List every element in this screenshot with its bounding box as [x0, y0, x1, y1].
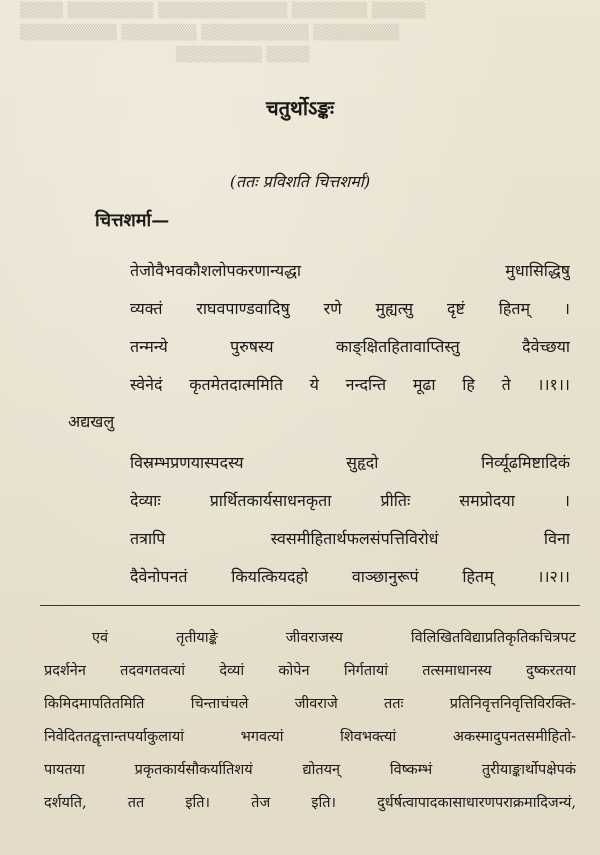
- bleed-through-text: ▒▒▒▒ ▒▒▒▒▒▒▒▒ ▒▒▒▒▒▒▒▒▒▒▒▒ ▒▒▒▒▒▒▒ ▒▒▒▒▒ ▒▒▒▒▒▒▒▒▒ ▒▒▒▒▒▒▒ ▒▒▒▒▒▒▒▒▒▒ ▒▒▒▒▒▒▒▒ ▒▒▒▒▒▒▒▒ ▒▒▒▒: [20, 3, 426, 63]
- verse-line: तन्मन्ये पुरुषस्य काङ्क्षितहितावाप्तिस्तु दैवेच्छया: [130, 337, 570, 356]
- footnote-divider: [40, 605, 580, 606]
- verse-line: व्यक्तं राघवपाण्डवादिषु रणे मुह्यत्सु दृष्टं हितम् ।: [130, 299, 570, 318]
- commentary-line: प्रदर्शनेन तदवगतवत्यां देव्यां कोपेन निर्गतायां तत्समाधानस्य दुष्करतया: [44, 663, 576, 679]
- verse-line: दैवेनोपनतं कियत्कियदहो वाञ्छानुरूपं हितम् ।।२।।: [130, 567, 570, 586]
- act-title: चतुर्थोऽङ्कः: [265, 96, 335, 120]
- verse-1: [130, 252, 570, 404]
- commentary-line: पायतया प्रकृतकार्यसौकर्यातिशयं द्योतयन् विष्कम्भं तुरीयाङ्कार्थोपक्षेपकं: [44, 762, 576, 778]
- commentary-line: एवं तृतीयाङ्के जीवराजस्य विलिखितविद्याप्रतिकृतिकचित्रपट: [92, 630, 576, 646]
- verse-line: स्वेनेदं कृतमेतदात्ममिति ये नन्दन्ति मूढा हि ते ।।१।।: [130, 375, 570, 394]
- verse-line: तेजोवैभवकौशलोपकरणान्यद्धा मुधासिद्धिषु: [130, 261, 570, 280]
- commentary-line: किमिदमापतितमिति चिन्ताचंचले जीवराजे ततः प्रतिनिवृत्तनिवृत्तिविरक्ति-: [44, 696, 576, 712]
- stage-direction: (ततः प्रविशति चित्तशर्मा): [229, 172, 371, 191]
- speaker-name: चित्तशर्मा—: [95, 210, 170, 231]
- commentary: [44, 622, 576, 820]
- verse-line: तत्रापि स्वसमीहितार्थफलसंपत्तिविरोधं विना: [130, 529, 570, 548]
- verse-line: विस्रम्भप्रणयास्पदस्य सुहृदो निर्व्यूढमिष्टादिकं: [130, 453, 570, 472]
- verse-line: देव्याः प्रार्थितकार्यसाधनकृता प्रीतिः समप्रोदया ।: [130, 491, 570, 510]
- commentary-line: निवेदिततद्वृत्तान्तपर्याकुलायां भगवत्यां शिवभक्त्यां अकस्मादुपनतसमीहितो-: [44, 729, 576, 745]
- commentary-line: दर्शयति, तत इति। तेज इति। दुर्धर्षत्वापादकासाधारणपराक्रमादिजन्यं,: [44, 795, 576, 811]
- verse-2: [130, 444, 570, 596]
- interjection: अद्यखलु: [68, 412, 115, 431]
